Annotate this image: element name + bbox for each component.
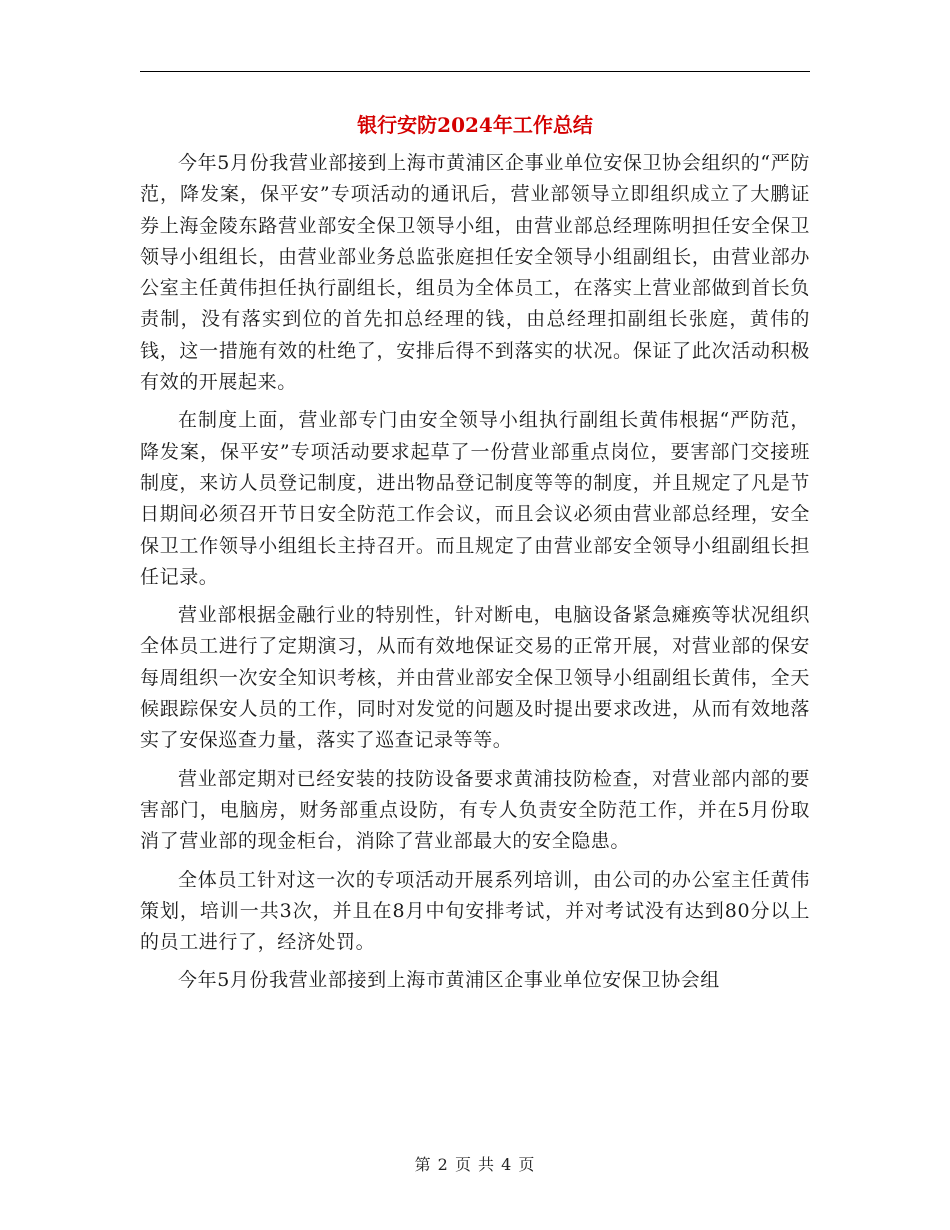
paragraph-2: 在制度上面，营业部专门由安全领导小组执行副组长黄伟根据“严防范，降发案，保平安”专项活动要求起草了一份营业部重点岗位，要害部门交接班制度，来访人员登记制度，进出物品登记制度等等的制度，并且规定了凡是节日期间必须召开节日安全防范工作会议，而且会议必须由营业部总经理，安全保卫工作领导小组组长主持召开。而且规定了由营业部安全领导小组副组长担任记录。 (140, 409, 810, 588)
document-body (140, 148, 810, 1004)
header-rule (140, 71, 810, 72)
paragraph-6: 今年5月份我营业部接到上海市黄浦区企事业单位安保卫协会组 (178, 969, 720, 992)
paragraph-4: 营业部定期对已经安装的技防设备要求黄浦技防检查，对营业部内部的要害部门，电脑房，财务部重点设防，有专人负责安全防范工作，并在5月份取消了营业部的现金柜台，消除了营业部最大的安全隐患。 (140, 767, 810, 853)
page-number-footer: 第 2 页 共 4 页 (414, 1155, 536, 1174)
document-title: 银行安防2024年工作总结 (357, 113, 593, 137)
paragraph-3: 营业部根据金融行业的特别性，针对断电，电脑设备紧急瘫痪等状况组织全体员工进行了定期演习，从而有效地保证交易的正常开展，对营业部的保安每周组织一次安全知识考核，并由营业部安全保卫领导小组副组长黄伟，全天候跟踪保安人员的工作，同时对发觉的问题及时提出要求改进，从而有效地落实了安保巡查力量，落实了巡查记录等等。 (140, 604, 810, 752)
paragraph-5: 全体员工针对这一次的专项活动开展系列培训，由公司的办公室主任黄伟策划，培训一共3次，并且在8月中旬安排考试，并对考试没有达到80分以上的员工进行了，经济处罚。 (140, 868, 810, 954)
paragraph-1: 今年5月份我营业部接到上海市黄浦区企事业单位安保卫协会组织的“严防范，降发案，保平安”专项活动的通讯后，营业部领导立即组织成立了大鹏证券上海金陵东路营业部安全保卫领导小组，由营业部总经理陈明担任安全保卫领导小组组长，由营业部业务总监张庭担任安全领导小组副组长，由营业部办公室主任黄伟担任执行副组长，组员为全体员工，在落实上营业部做到首长负责制，没有落实到位的首先扣总经理的钱，由总经理扣副组长张庭，黄伟的钱，这一措施有效的杜绝了，安排后得不到落实的状况。保证了此次活动积极有效的开展起来。 (140, 152, 810, 394)
